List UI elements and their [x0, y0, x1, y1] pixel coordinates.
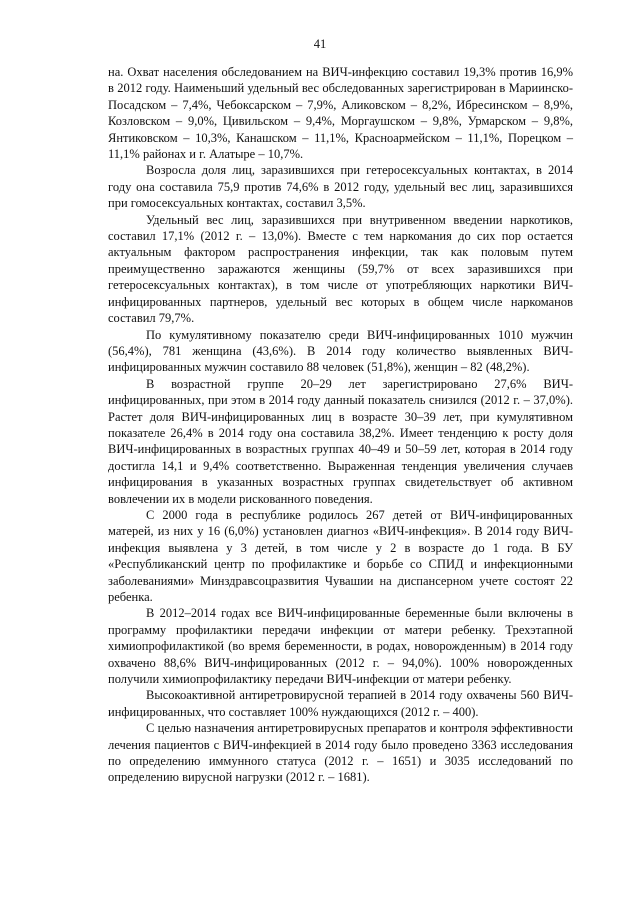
paragraph-drug-injection-transmission: Удельный вес лиц, заразившихся при внутривенном введении наркотиков, составил 17,1% (2012 г. – 13,0%). Вместе с тем наркомания до сих пор остается актуальным фактором распространения инфекции, так как половым путем преимущественно заражаются женщины (59,7% от всех заразившихся при гетеросексуальных контактах), в том числе от употребляющих наркотики ВИЧ-инфицированных партнеров, удельный вес которых в общем числе наркоманов составил 79,7%.	[108, 212, 573, 326]
paragraph-hiv-screening-coverage: на. Охват населения обследованием на ВИЧ-инфекцию составил 19,3% против 16,9% в 2012 году. Наименьший удельный вес обследованных зарегистрирован в Мариинско-Посадском – 7,4%, Чебоксарском – 7,9%, Аликовском – 8,2%, Ибресинском – 8,9%, Козловском – 9,0%, Цивильском – 9,4%, Моргаушском – 9,8%, Урмарском – 9,8%, Янтиковском – 10,3%, Канашском – 11,1%, Красноармейском – 11,1%, Порецком – 11,1% районах и г. Алатыре – 10,7%.	[108, 65, 573, 162]
paragraph-lab-monitoring: С целью назначения антиретровирусных препаратов и контроля эффективности лечения пациентов с ВИЧ-инфекцией в 2014 году было проведено 3363 исследования по определению иммунного статуса (2012 г. – 1651) и 3035 исследований по определению вирусной нагрузки (2012 г. – 1681).	[108, 721, 573, 785]
paragraph-art-therapy: Высокоактивной антиретровирусной терапией в 2014 году охвачены 560 ВИЧ-инфицированных, что составляет 100% нуждающихся (2012 г. – 400).	[108, 688, 573, 719]
paragraph-heterosexual-transmission: Возросла доля лиц, заразившихся при гетеросексуальных контактах, в 2014 году она составила 75,9 против 74,6% в 2012 году, удельный вес лиц, заразившихся при гомосексуальных контактах, составил 3,5%.	[108, 163, 573, 211]
body-text	[108, 64, 573, 786]
paragraph-pregnancy-prophylaxis: В 2012–2014 годах все ВИЧ-инфицированные беременные были включены в программу профилактики передачи инфекции от матери ребенку. Трехэтапной химиопрофилактикой (во время беременности, в родах, новорожденным) в 2014 году охвачено 88,6% ВИЧ-инфицированных (2012 г. – 94,0%). 100% новорожденных получили химиопрофилактику передачи ВИЧ-инфекции от матери ребенку.	[108, 606, 573, 687]
page-number: 41	[313, 37, 327, 51]
paragraph-gender-distribution: По кумулятивному показателю среди ВИЧ-инфицированных 1010 мужчин (56,4%), 781 женщина (43,6%). В 2014 году количество выявленных ВИЧ-инфицированных мужчин составило 88 человек (51,8%), женщин – 82 (48,2%).	[108, 327, 573, 375]
paragraph-children-born: С 2000 года в республике родилось 267 детей от ВИЧ-инфицированных матерей, из них у 16 (6,0%) установлен диагноз «ВИЧ-инфекция». В 2014 году ВИЧ-инфекция выявлена у 3 детей, в том числе у 2 в возрасте до 1 года. В БУ «Республиканский центр по профилактике и борьбе со СПИД и инфекционными заболеваниями» Минздравсоцразвития Чувашии на диспансерном учете состоят 22 ребенка.	[108, 507, 573, 604]
paragraph-age-groups: В возрастной группе 20–29 лет зарегистрировано 27,6% ВИЧ-инфицированных, при этом в 2014 году данный показатель снизился (2012 г. – 37,0%). Растет доля ВИЧ-инфицированных лиц в возрасте 30–39 лет, при кумулятивном показателе 26,4% в 2014 году она составила 38,2%. Имеет тенденцию к росту доля ВИЧ-инфицированных в возрастных группах 40–49 и 50–59 лет, которая в 2014 году достигла 14,1 и 9,4% соответственно. Выраженная тенденция увеличения случаев инфицирования в указанных возрастных группах свидетельствует об активном вовлечении их в модели рискованного поведения.	[108, 376, 573, 506]
